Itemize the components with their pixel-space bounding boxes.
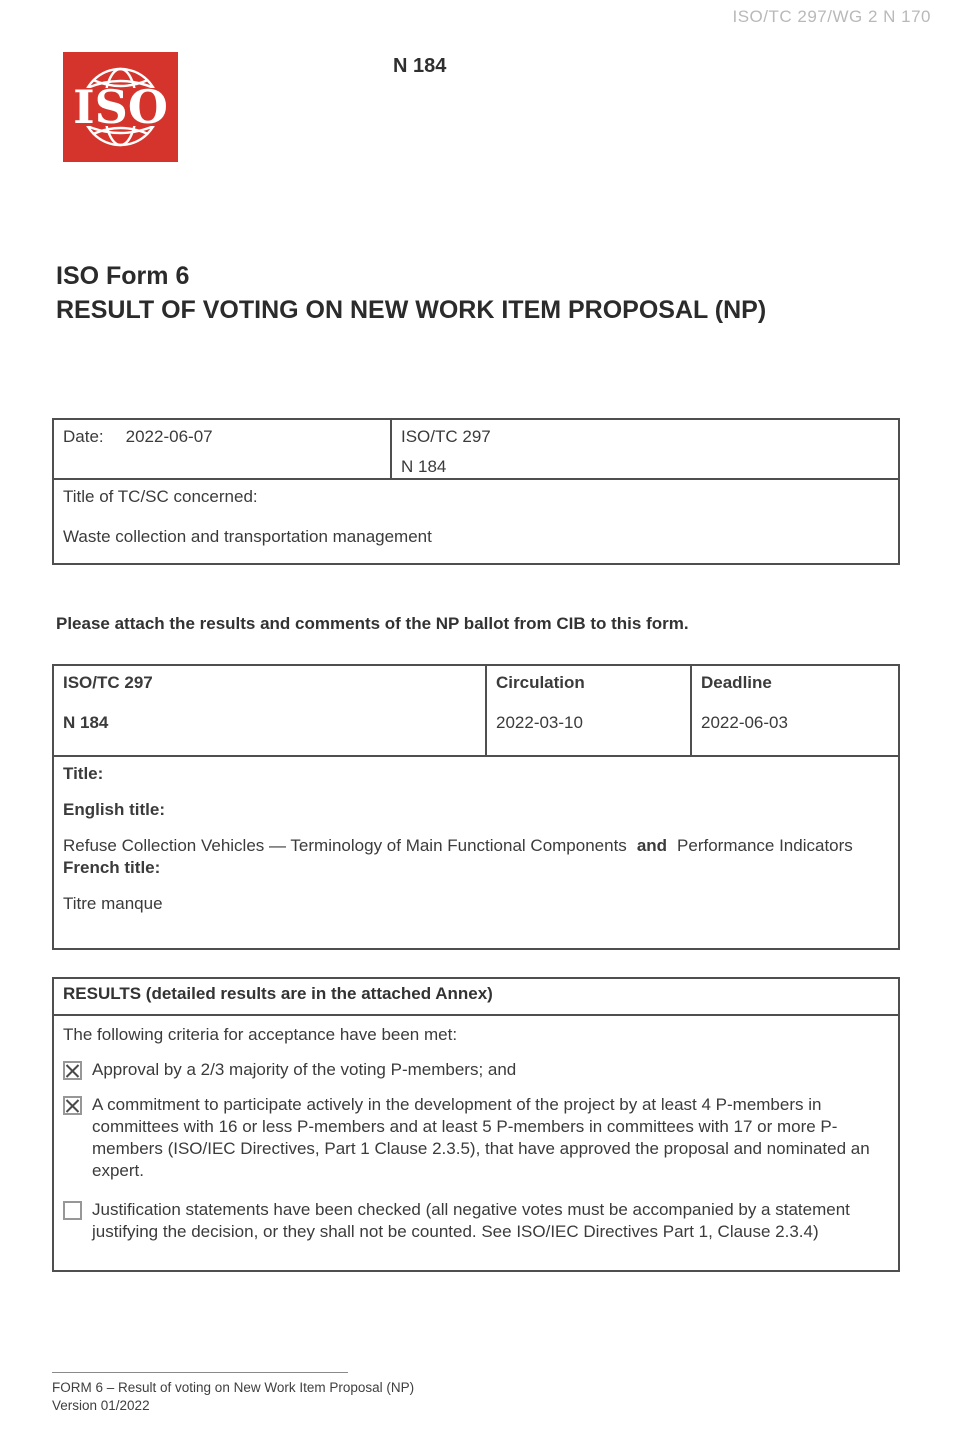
date-cell bbox=[54, 420, 390, 478]
deadline-date: 2022-06-03 bbox=[701, 713, 788, 732]
form-title-line1: ISO Form 6 bbox=[56, 262, 190, 290]
results-intro: The following criteria for acceptance have been met: bbox=[63, 1025, 458, 1044]
committee-name: ISO/TC 297 bbox=[401, 427, 491, 446]
committee-doc-number: N 184 bbox=[401, 457, 447, 476]
iso-logo-icon bbox=[63, 52, 178, 162]
tc-title-label: Title of TC/SC concerned: bbox=[63, 487, 258, 506]
footer-line1: FORM 6 – Result of voting on New Work Item Proposal (NP) bbox=[52, 1380, 415, 1395]
criterion-approval bbox=[63, 1059, 889, 1081]
tc-title-cell bbox=[54, 480, 898, 554]
ballot-committee: ISO/TC 297 bbox=[63, 673, 153, 692]
justification-text: Justification statements have been checked (all negative votes must be accompanied by a statement justifying the decision, or they shall not be counted. See ISO/IEC Directives Part 1, Clause 2.3.4) bbox=[92, 1200, 850, 1241]
deadline-label: Deadline bbox=[701, 673, 772, 692]
results-header: RESULTS (detailed results are in the attached Annex) bbox=[63, 984, 493, 1003]
french-title-value: Titre manque bbox=[63, 894, 163, 913]
iso-logo-text: ISO bbox=[73, 80, 168, 134]
approval-text: Approval by a 2/3 majority of the voting P-members; and bbox=[92, 1060, 517, 1079]
deadline-cell bbox=[690, 666, 898, 755]
criterion-commitment bbox=[63, 1094, 889, 1182]
french-title-label: French title: bbox=[63, 858, 161, 877]
form-title-line2: RESULT OF VOTING ON NEW WORK ITEM PROPOSAL (NP) bbox=[56, 296, 767, 324]
doc-reference: ISO/TC 297/WG 2 N 170 bbox=[732, 7, 931, 26]
form-title bbox=[56, 259, 916, 327]
info-table bbox=[52, 418, 900, 565]
title-label: Title: bbox=[63, 764, 104, 783]
english-title-part1: Refuse Collection Vehicles — Terminology of Main Functional Components bbox=[63, 836, 627, 855]
date-label: Date: bbox=[63, 427, 104, 446]
approval-checkbox[interactable] bbox=[63, 1061, 82, 1080]
footer-line2: Version 01/2022 bbox=[52, 1397, 150, 1413]
committee-cell bbox=[390, 420, 898, 478]
ballot-doc-number: N 184 bbox=[63, 713, 109, 732]
circulation-cell bbox=[485, 666, 690, 755]
english-title-value bbox=[63, 835, 889, 857]
english-title-and: and bbox=[636, 836, 668, 855]
english-title-label: English title: bbox=[63, 800, 165, 819]
ballot-table bbox=[52, 664, 900, 950]
commitment-checkbox[interactable] bbox=[63, 1096, 82, 1115]
page-footer bbox=[52, 1372, 912, 1414]
circulation-label: Circulation bbox=[496, 673, 585, 692]
tc-title-value: Waste collection and transportation management bbox=[63, 527, 432, 546]
results-table bbox=[52, 977, 900, 1272]
results-body bbox=[54, 1014, 898, 1270]
circulation-date: 2022-03-10 bbox=[496, 713, 583, 732]
title-section-cell bbox=[54, 757, 898, 921]
iso-logo bbox=[63, 52, 178, 162]
ballot-committee-cell bbox=[54, 666, 485, 755]
attach-instruction: Please attach the results and comments of the NP ballot from CIB to this form. bbox=[56, 614, 689, 633]
date-value: 2022-06-07 bbox=[125, 427, 213, 446]
criterion-justification bbox=[63, 1199, 889, 1243]
commitment-text: A commitment to participate actively in the development of the project by at least 4 P-members in committees with 16 or less P-members and at least 5 P-members in committees with 17 or more P-members (ISO/IEC Directives, Part 1 Clause 2.3.5), that have approved the proposal and nominated an expert. bbox=[92, 1095, 870, 1180]
english-title-part2: Performance Indicators bbox=[677, 836, 853, 855]
justification-checkbox[interactable] bbox=[63, 1201, 82, 1220]
footer-divider bbox=[52, 1372, 348, 1373]
document-number-top: N 184 bbox=[393, 55, 447, 77]
